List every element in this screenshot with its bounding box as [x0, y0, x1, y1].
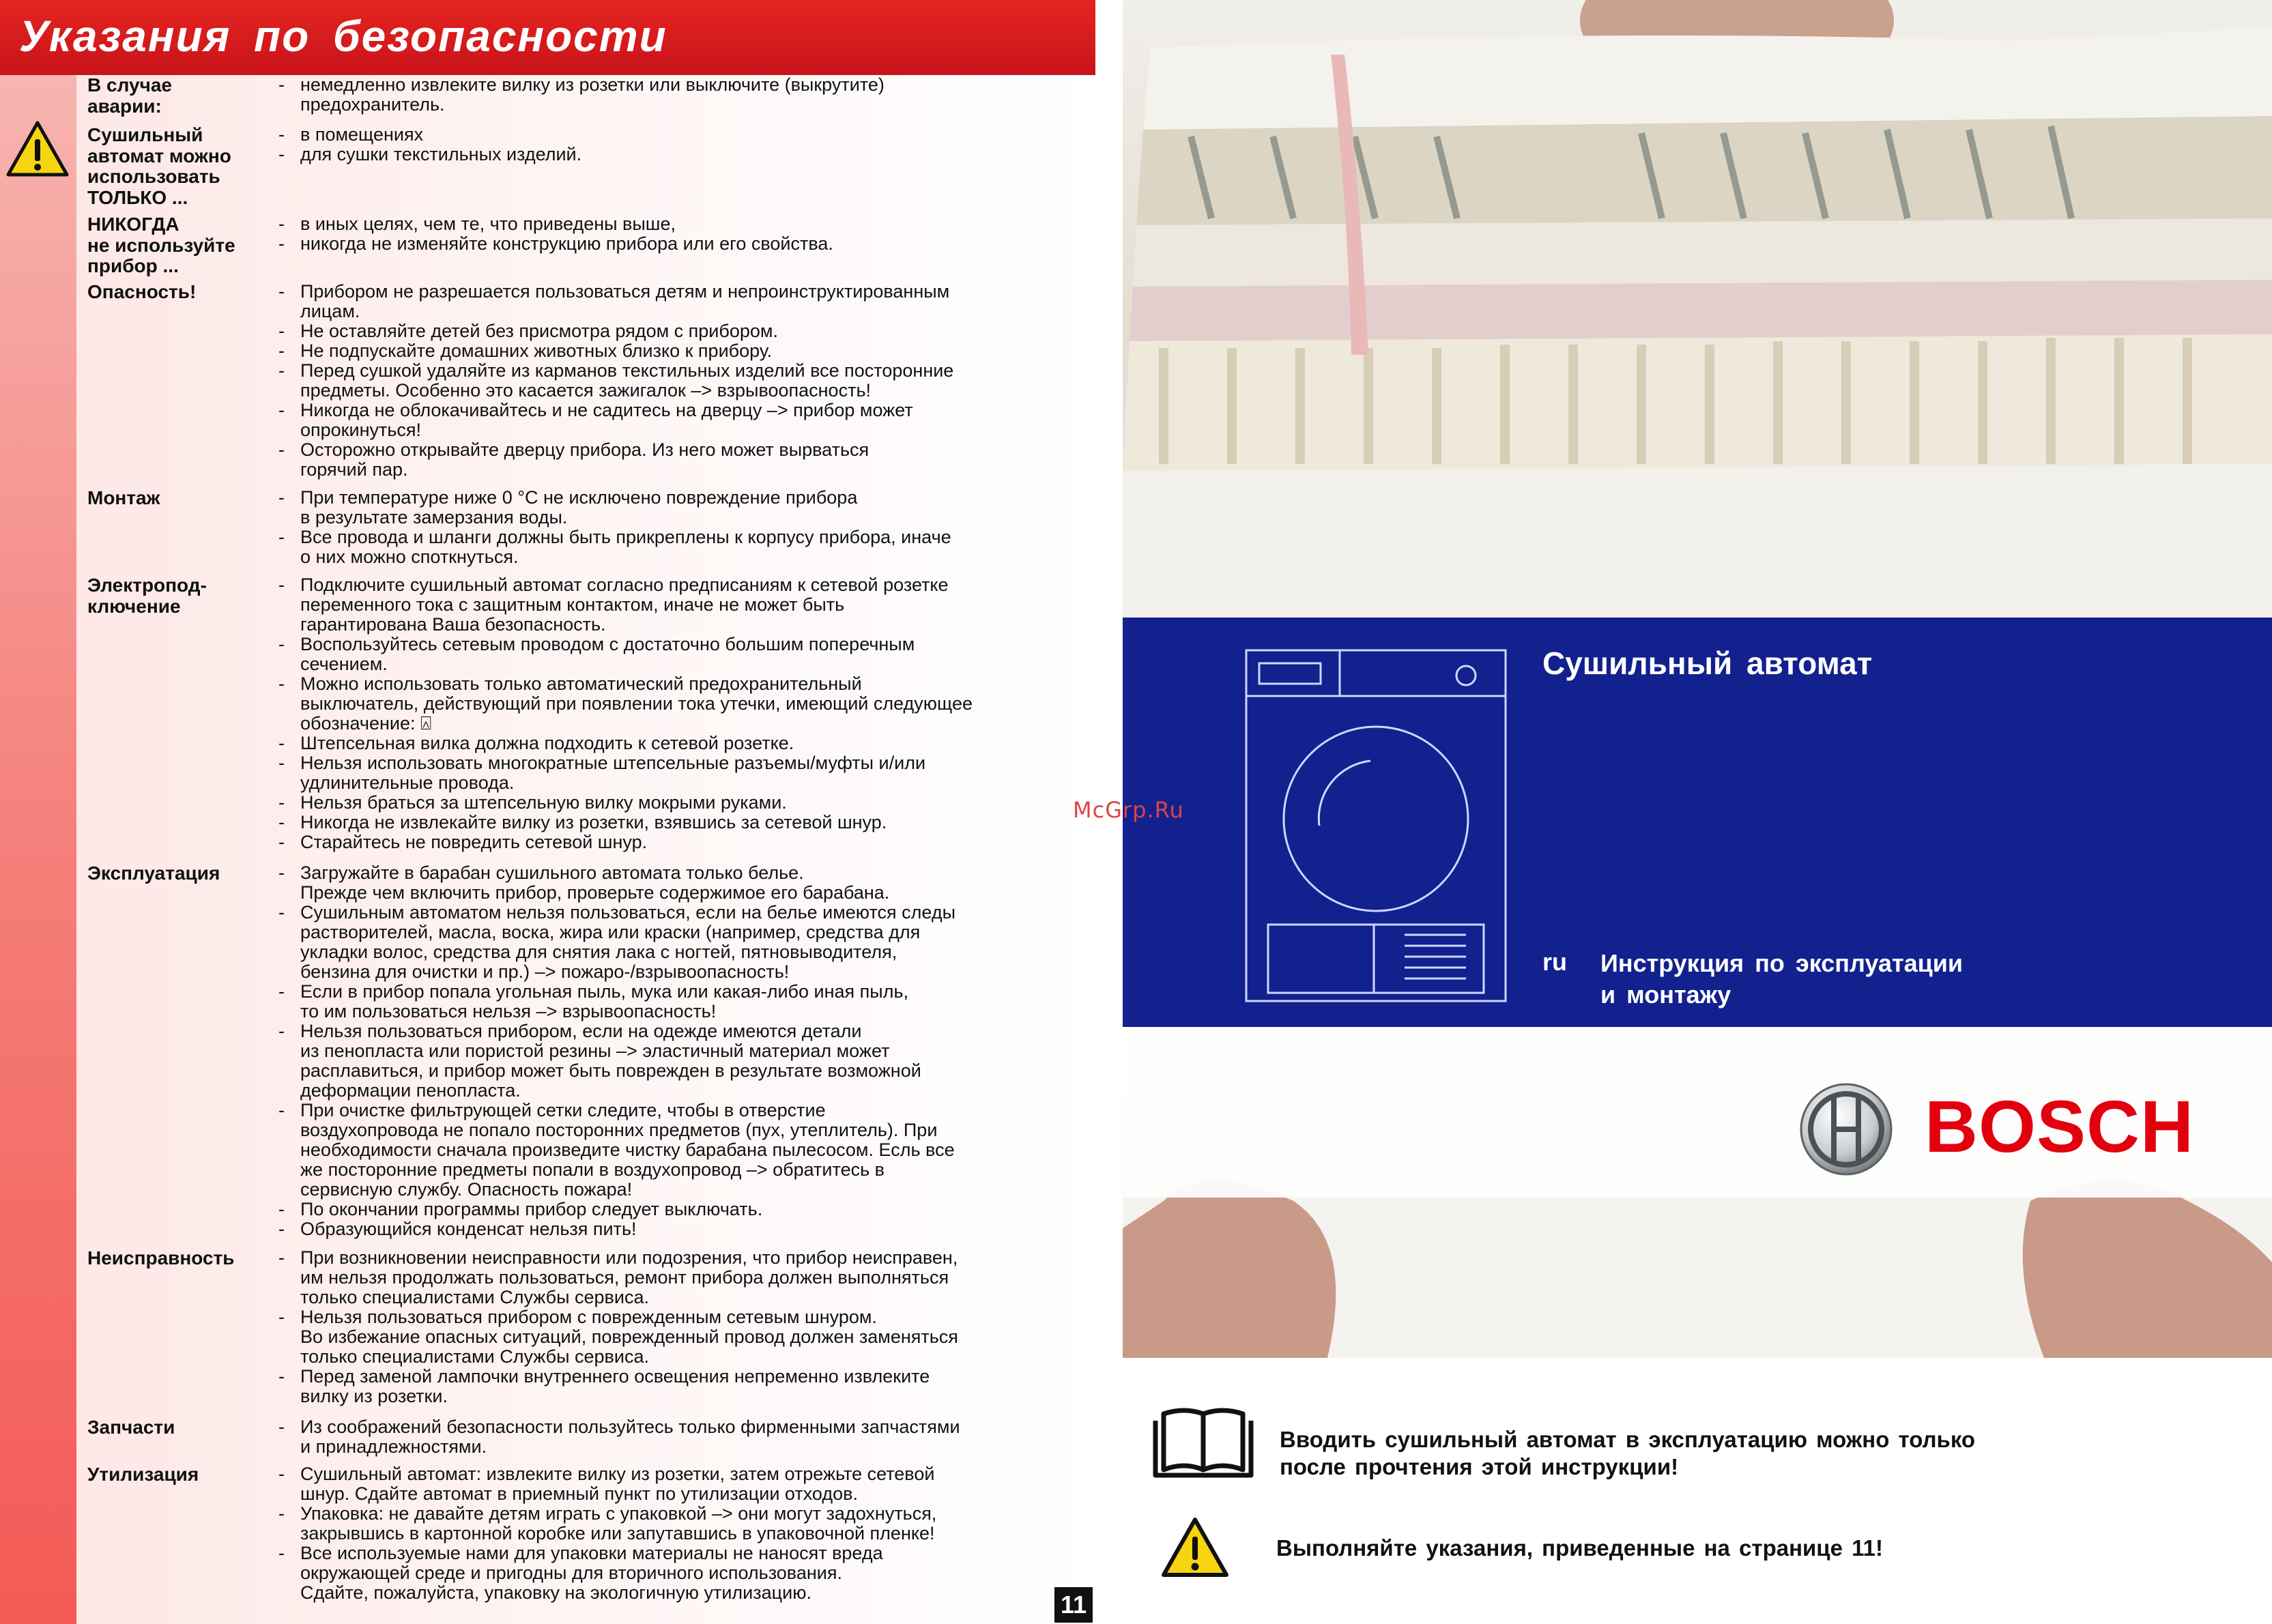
book-icon	[1150, 1407, 1256, 1483]
section-items	[278, 282, 1095, 480]
list-item: - Сушильным автоматом нельзя пользоваться, если на белье имеются следы растворителей, масла, воска, жира или краски (например, средства для укладки волос, средства для снятия лака с ногтей, пятновыводителя, бензина для очистки и пр.) –> пожаро-/взрывоопасность!	[278, 903, 1095, 982]
header-bar	[0, 0, 1095, 75]
language-code: ru	[1542, 948, 1567, 976]
section-label: В случае аварии:	[87, 74, 172, 117]
list-item: - Никогда не облокачивайтесь и не садитесь на дверцу –> прибор может опрокинуться!	[278, 401, 1095, 440]
page-title: Указания по безопасности	[19, 12, 667, 61]
manual-title: Инструкция по эксплуатации и монтажу	[1600, 949, 1964, 1009]
list-item: - По окончании программы прибор следует выключать.	[278, 1200, 1095, 1219]
list-item: - Если в прибор попала угольная пыль, мука или какая-либо иная пыль, то им пользоваться нельзя –> взрывоопасность!	[278, 982, 1095, 1021]
list-item: - Не подпускайте домашних животных близко к прибору.	[278, 341, 1095, 361]
brand-band	[1123, 1027, 2272, 1198]
list-item: - Никогда не извлекайте вилку из розетки, взявшись за сетевой шнур.	[278, 813, 1095, 832]
list-item: - никогда не изменяйте конструкцию прибора или его свойства.	[278, 234, 1095, 254]
section-items	[278, 75, 1095, 115]
list-item: - Подключите сушильный автомат согласно предписаниям к сетевой розетке переменного тока с защитным контактом, иначе не может быть гарантирована Ваша безопасность.	[278, 575, 1095, 635]
list-item: - немедленно извлеките вилку из розетки или выключите (выкрутите) предохранитель.	[278, 75, 1095, 115]
watermark: McGrp.Ru	[1073, 797, 1184, 823]
list-item: - для сушки текстильных изделий.	[278, 145, 1095, 164]
section-items	[278, 488, 1095, 567]
section-items	[278, 1464, 1095, 1603]
list-item: - Не оставляйте детей без присмотра рядом с прибором.	[278, 321, 1095, 341]
list-item: - Все провода и шланги должны быть прикреплены к корпусу прибора, иначе о них можно споткнуться.	[278, 527, 1095, 567]
list-item: - Осторожно открывайте дверцу прибора. Из него может вырваться горячий пар.	[278, 440, 1095, 480]
list-item: - Старайтесь не повредить сетевой шнур.	[278, 832, 1095, 852]
section-items	[278, 863, 1095, 1239]
list-item: - в иных целях, чем те, что приведены выше,	[278, 214, 1095, 234]
warning-triangle-icon	[1161, 1516, 1229, 1578]
section-label: НИКОГДА не используйте прибор ...	[87, 214, 235, 276]
cover-page	[1123, 0, 2272, 1624]
list-item: - Образующийся конденсат нельзя пить!	[278, 1219, 1095, 1239]
list-item: - При очистке фильтрующей сетки следите, чтобы в отверстие воздухопровода не попало посторонних предметов (пух, утеплитель). При необходимости сначала произведите чистку барабана пылесосом. Есль все же посторонние предметы попали в воздухопровод –> обратитесь в сервисную службу. Опасность пожара!	[278, 1101, 1095, 1200]
list-item: - Нельзя пользоваться прибором с поврежденным сетевым шнуром. Во избежание опасных ситуаций, поврежденный провод должен заменяться только специалистами Службы сервиса.	[278, 1307, 1095, 1367]
bosch-logo-icon	[1798, 1082, 1894, 1177]
side-band	[0, 75, 76, 1624]
read-instructions-note: Вводить сушильный автомат в эксплуатацию можно только после прочтения этой инструкции!	[1280, 1427, 1976, 1479]
list-item: - Из соображений безопасности пользуйтесь только фирменными запчастями и принадлежностями.	[278, 1417, 1095, 1457]
list-item: - Нельзя браться за штепсельную вилку мокрыми руками.	[278, 793, 1095, 813]
section-label: Запчасти	[87, 1417, 175, 1438]
section-label: Неисправность	[87, 1247, 235, 1268]
left-page	[0, 0, 1095, 1624]
dryer-drawing	[1244, 648, 1508, 1003]
list-item: - Прибором не разрешается пользоваться детям и непроинструктированным лицам.	[278, 282, 1095, 321]
section-label: Опасность!	[87, 281, 197, 302]
list-item: - Упаковка: не давайте детям играть с упаковкой –> они могут задохнуться, закрывшись в картонной коробке или запутавшись в упаковочной пленке!	[278, 1504, 1095, 1543]
section-items	[278, 1248, 1095, 1406]
list-item: - Штепсельная вилка должна подходить к сетевой розетке.	[278, 734, 1095, 753]
list-item: - Загружайте в барабан сушильного автомата только белье. Прежде чем включить прибор, проверьте содержимое его барабана.	[278, 863, 1095, 903]
section-label: Монтаж	[87, 487, 160, 508]
see-page-note: Выполняйте указания, приведенные на странице 11!	[1276, 1535, 1883, 1561]
section-label: Эксплуатация	[87, 862, 220, 884]
page-number: 11	[1054, 1587, 1093, 1623]
list-item: - При температуре ниже 0 °C не исключено повреждение прибора в результате замерзания воды.	[278, 488, 1095, 527]
list-item: - в помещениях	[278, 125, 1095, 145]
brand-wordmark: BOSCH	[1925, 1085, 2195, 1168]
list-item: - Воспользуйтесь сетевым проводом с достаточно большим поперечным сечением.	[278, 635, 1095, 674]
list-item: - Все используемые нами для упаковки материалы не наносят вреда окружающей среде и пригодны для вторичного использования. Сдайте, пожалуйста, упаковку на экологичную утилизацию.	[278, 1543, 1095, 1603]
section-label: Утилизация	[87, 1464, 199, 1485]
list-item: - Нельзя использовать многократные штепсельные разъемы/муфты и/или удлинительные провода.	[278, 753, 1095, 793]
list-item: - При возникновении неисправности или подозрения, что прибор неисправен, им нельзя продолжать пользоваться, ремонт прибора должен выполняться только специалистами Службы сервиса.	[278, 1248, 1095, 1307]
section-label: Электропод- ключение	[87, 575, 207, 617]
section-label: Сушильный автомат можно использовать ТОЛЬКО ...	[87, 124, 231, 208]
list-item: - Нельзя пользоваться прибором, если на одежде имеются детали из пенопласта или пористой резины –> эластичный материал может расплавиться, и прибор может быть поврежден в результате возможной деформации пенопласта.	[278, 1021, 1095, 1101]
product-title: Сушильный автомат	[1542, 646, 1873, 681]
warning-triangle-icon	[5, 120, 70, 177]
list-item: - Перед сушкой удаляйте из карманов текстильных изделий все посторонние предметы. Особенно это касается зажигалок –> взрывоопасность!	[278, 361, 1095, 401]
section-items	[278, 575, 1095, 852]
list-item: - Перед заменой лампочки внутреннего освещения непременно извлеките вилку из розетки.	[278, 1367, 1095, 1406]
section-items	[278, 125, 1095, 164]
section-items	[278, 1417, 1095, 1457]
title-band	[1123, 618, 2272, 1027]
list-item: - Можно использовать только автоматический предохранительный выключатель, действующий при появлении тока утечки, имеющий следующее обозначение: ⍓	[278, 674, 1095, 734]
list-item: - Сушильный автомат: извлеките вилку из розетки, затем отрежьте сетевой шнур. Сдайте автомат в приемный пункт по утилизации отходов.	[278, 1464, 1095, 1504]
section-items	[278, 214, 1095, 254]
